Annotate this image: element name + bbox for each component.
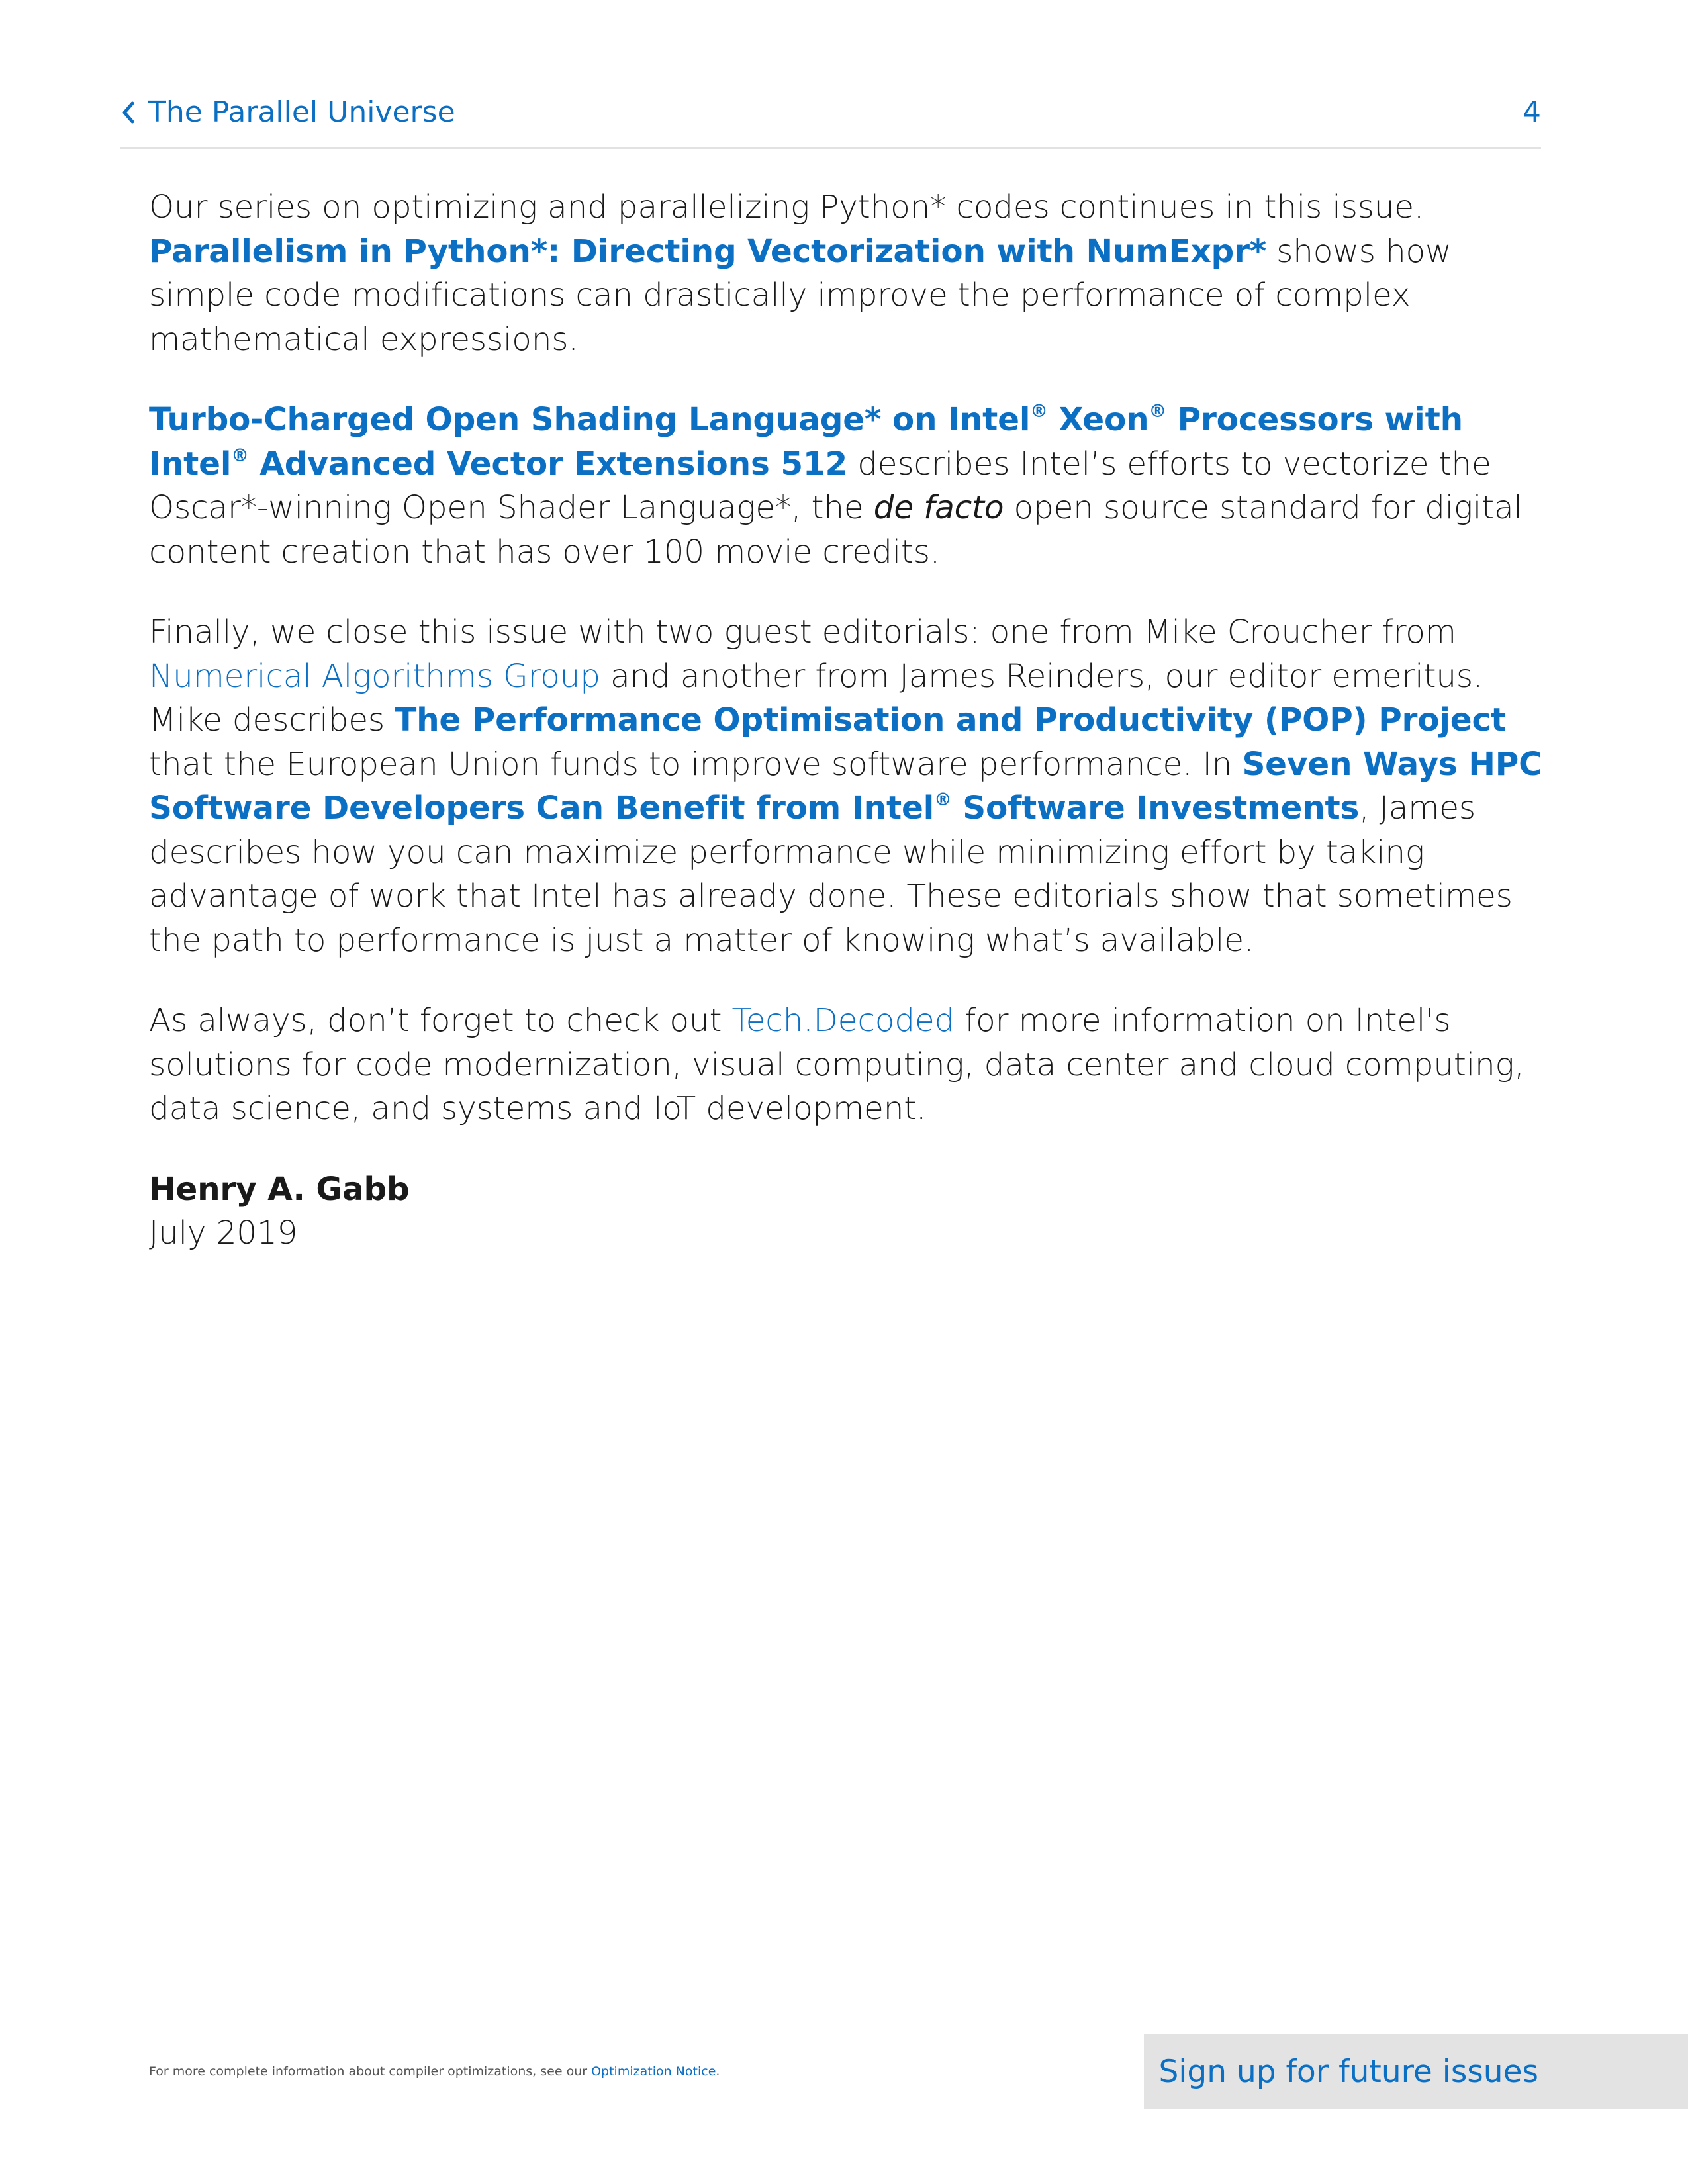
publication-title[interactable]: The Parallel Universe xyxy=(148,95,455,129)
article-link-osl[interactable]: Turbo-Charged Open Shading Language* on Intel® Xeon® Processors with Intel® Advanced Vector Extensions 512 xyxy=(149,401,1463,482)
paragraph-techdecoded: As always, don’t forget to check out Tech.Decoded for more information on Intel's solutions for code modernization, visual computing, data center and cloud computing, data science, and systems and IoT development. xyxy=(149,1002,1524,1127)
issue-date: July 2019 xyxy=(149,1214,298,1251)
signature xyxy=(149,1167,1552,1255)
paragraph-editorials: Finally, we close this issue with two guest editorials: one from Mike Croucher from Numerical Algorithms Group and another from James Reinders, our editor emeritus. Mike describes The Performance Optimisation and Productivity (POP) Project that the European Union funds to improve software performance. In Seven Ways HPC Software Developers Can Benefit from Intel® Software Investments, James describes how you can maximize performance while minimizing effort by taking advantage of work that Intel has already done. These editorials show that sometimes the path to performance is just a matter of knowing what’s available. xyxy=(149,614,1542,959)
signup-button[interactable] xyxy=(1144,2034,1688,2109)
page-number: 4 xyxy=(1523,95,1541,129)
signup-label: Sign up for future issues xyxy=(1158,2054,1538,2090)
paragraph-intro: Our series on optimizing and parallelizing Python* codes continues in this issue. Parallelism in Python*: Directing Vectorization with NumExpr* shows how simple code modifications can drastically improve the performance of complex mathematical expressions. xyxy=(149,189,1452,358)
editorial-body xyxy=(149,185,1552,1292)
article-link-pop[interactable]: The Performance Optimisation and Productivity (POP) Project xyxy=(395,702,1507,739)
article-link-numexpr[interactable]: Parallelism in Python*: Directing Vectorization with NumExpr* xyxy=(149,232,1266,270)
paragraph-osl: Turbo-Charged Open Shading Language* on Intel® Xeon® Processors with Intel® Advanced Vector Extensions 512 describes Intel’s efforts to vectorize the Oscar*-winning Open Shader Language*, the de facto open source standard for digital content creation that has over 100 movie credits. xyxy=(149,401,1523,570)
nag-link[interactable]: Numerical Algorithms Group xyxy=(149,657,600,695)
footer-note: For more complete information about compiler optimizations, see our Optimization Notice. xyxy=(149,2064,720,2079)
back-link[interactable] xyxy=(120,91,455,134)
tech-decoded-link[interactable]: Tech.Decoded xyxy=(731,1002,955,1039)
optimization-notice-link[interactable]: Optimization Notice xyxy=(591,2064,716,2079)
page-header xyxy=(120,91,1541,149)
author-name: Henry A. Gabb xyxy=(149,1170,410,1208)
article-link-seven-ways[interactable]: Seven Ways HPC Software Developers Can Benefit from Intel® Software Investments xyxy=(149,745,1542,827)
chevron-left-icon xyxy=(120,99,136,126)
